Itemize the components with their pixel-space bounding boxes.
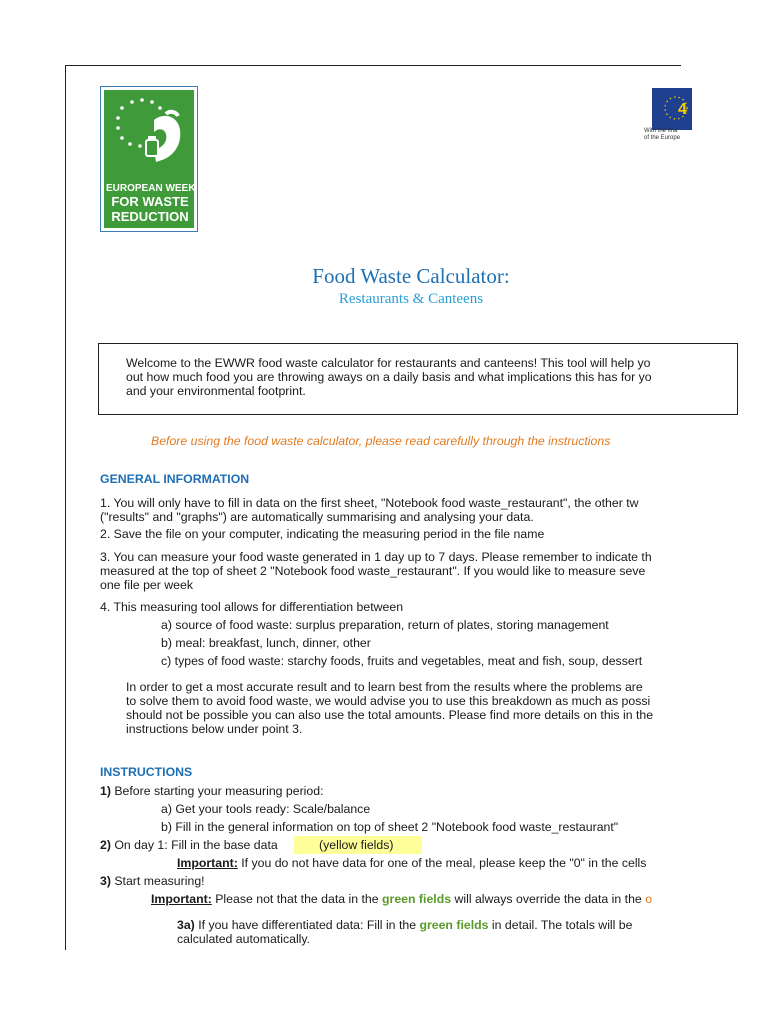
instructions-heading: INSTRUCTIONS bbox=[100, 765, 193, 779]
ewwr-logo-text-3: REDUCTION bbox=[111, 209, 189, 224]
general-p5-line-2: to solve them to avoid food waste, we would advise you to use this breakdown as much as possi bbox=[126, 694, 651, 708]
step-1-item-b: b) Fill in the general information on top of sheet 2 "Notebook food waste_restaurant" bbox=[161, 820, 619, 834]
eu-flag-logo bbox=[652, 88, 692, 130]
general-p1-line-2: ("results" and "graphs") are automatically summarising and analysing your data. bbox=[100, 510, 534, 524]
step-3-important bbox=[151, 892, 652, 906]
general-p5-line-4: instructions below under point 3. bbox=[126, 722, 303, 736]
svg-text:4: 4 bbox=[678, 101, 687, 118]
general-p4-item-c: c) types of food waste: starchy foods, fruits and vegetables, meat and fish, soup, dessert bbox=[161, 654, 643, 668]
step-3-important-label: Important: bbox=[151, 892, 212, 906]
step-2-text: On day 1: Fill in the base data bbox=[110, 838, 278, 852]
eu-caption-line-2: of the Europe bbox=[644, 135, 681, 141]
step-3a-number: 3a) bbox=[177, 918, 195, 932]
step-1-number: 1) bbox=[100, 784, 111, 798]
welcome-line-2: out how much food you are throwing aways on a daily basis and what implications this has for yo bbox=[126, 370, 652, 384]
step-1-text: Before starting your measuring period: bbox=[110, 784, 324, 798]
step-3-orange-fields: o bbox=[645, 892, 653, 906]
step-2-important-label: Important: bbox=[177, 856, 238, 870]
page-title: Food Waste Calculator: bbox=[312, 264, 510, 288]
welcome-line-3: and your environmental footprint. bbox=[126, 384, 306, 398]
instruction-step-1 bbox=[100, 784, 324, 798]
general-p4: 4. This measuring tool allows for differentiation between bbox=[100, 600, 404, 614]
step-3a-line-2: calculated automatically. bbox=[177, 932, 311, 946]
step-3-text: Start measuring! bbox=[110, 874, 205, 888]
welcome-line-1: Welcome to the EWWR food waste calculator for restaurants and canteens! This tool will help yo bbox=[126, 356, 651, 370]
step-3-important-text-1: Please not that the data in the bbox=[211, 892, 383, 906]
instruction-step-3a bbox=[177, 918, 632, 932]
step-2-important bbox=[177, 856, 646, 870]
step-3a-text-2: in detail. The totals will be bbox=[488, 918, 633, 932]
spreadsheet-page bbox=[65, 65, 687, 950]
general-p2: 2. Save the file on your computer, indicating the measuring period in the file name bbox=[100, 527, 545, 541]
ewwr-logo-text-2: FOR WASTE bbox=[111, 194, 189, 209]
step-3-important-text-2: will always override the data in the bbox=[451, 892, 646, 906]
step-2-important-text: If you do not have data for one of the meal, please keep the "0" in the cells bbox=[237, 856, 647, 870]
step-3a-text-1: If you have differentiated data: Fill in the bbox=[194, 918, 420, 932]
step-3a-green-fields: green fields bbox=[419, 918, 489, 932]
step-3-green-fields: green fields bbox=[382, 892, 452, 906]
general-p3-line-2: measured at the top of sheet 2 "Notebook food waste_restaurant". If you would like to measure seve bbox=[100, 564, 646, 578]
step-3-number: 3) bbox=[100, 874, 111, 888]
general-p1-line-1: 1. You will only have to fill in data on the first sheet, "Notebook food waste_restaurant", the other tw bbox=[100, 496, 639, 510]
general-p5-line-1: In order to get a most accurate result and to learn best from the results where the problems are bbox=[126, 680, 643, 694]
yellow-fields-label: (yellow fields) bbox=[319, 838, 394, 852]
step-1-item-a: a) Get your tools ready: Scale/balance bbox=[161, 802, 371, 816]
instruction-step-2 bbox=[100, 838, 278, 852]
general-information-heading: GENERAL INFORMATION bbox=[100, 472, 250, 486]
instruction-step-3 bbox=[100, 874, 205, 888]
general-p5-line-3: should not be possible you can also use the total amounts. Please find more details on this in the bbox=[126, 708, 654, 722]
step-2-number: 2) bbox=[100, 838, 111, 852]
general-p4-item-b: b) meal: breakfast, lunch, dinner, other bbox=[161, 636, 371, 650]
general-p4-item-a: a) source of food waste: surplus preparation, return of plates, storing management bbox=[161, 618, 609, 632]
page-subtitle: Restaurants & Canteens bbox=[338, 291, 484, 307]
eu-caption-line-1: With the fina bbox=[644, 128, 678, 134]
general-p3-line-1: 3. You can measure your food waste generated in 1 day up to 7 days. Please remember to indicate th bbox=[100, 550, 652, 564]
general-p3-line-3: one file per week bbox=[100, 578, 193, 592]
read-instructions-warning: Before using the food waste calculator, please read carefully through the instructions bbox=[151, 434, 611, 448]
ewwr-logo-text-1: EUROPEAN WEEK bbox=[106, 183, 196, 194]
